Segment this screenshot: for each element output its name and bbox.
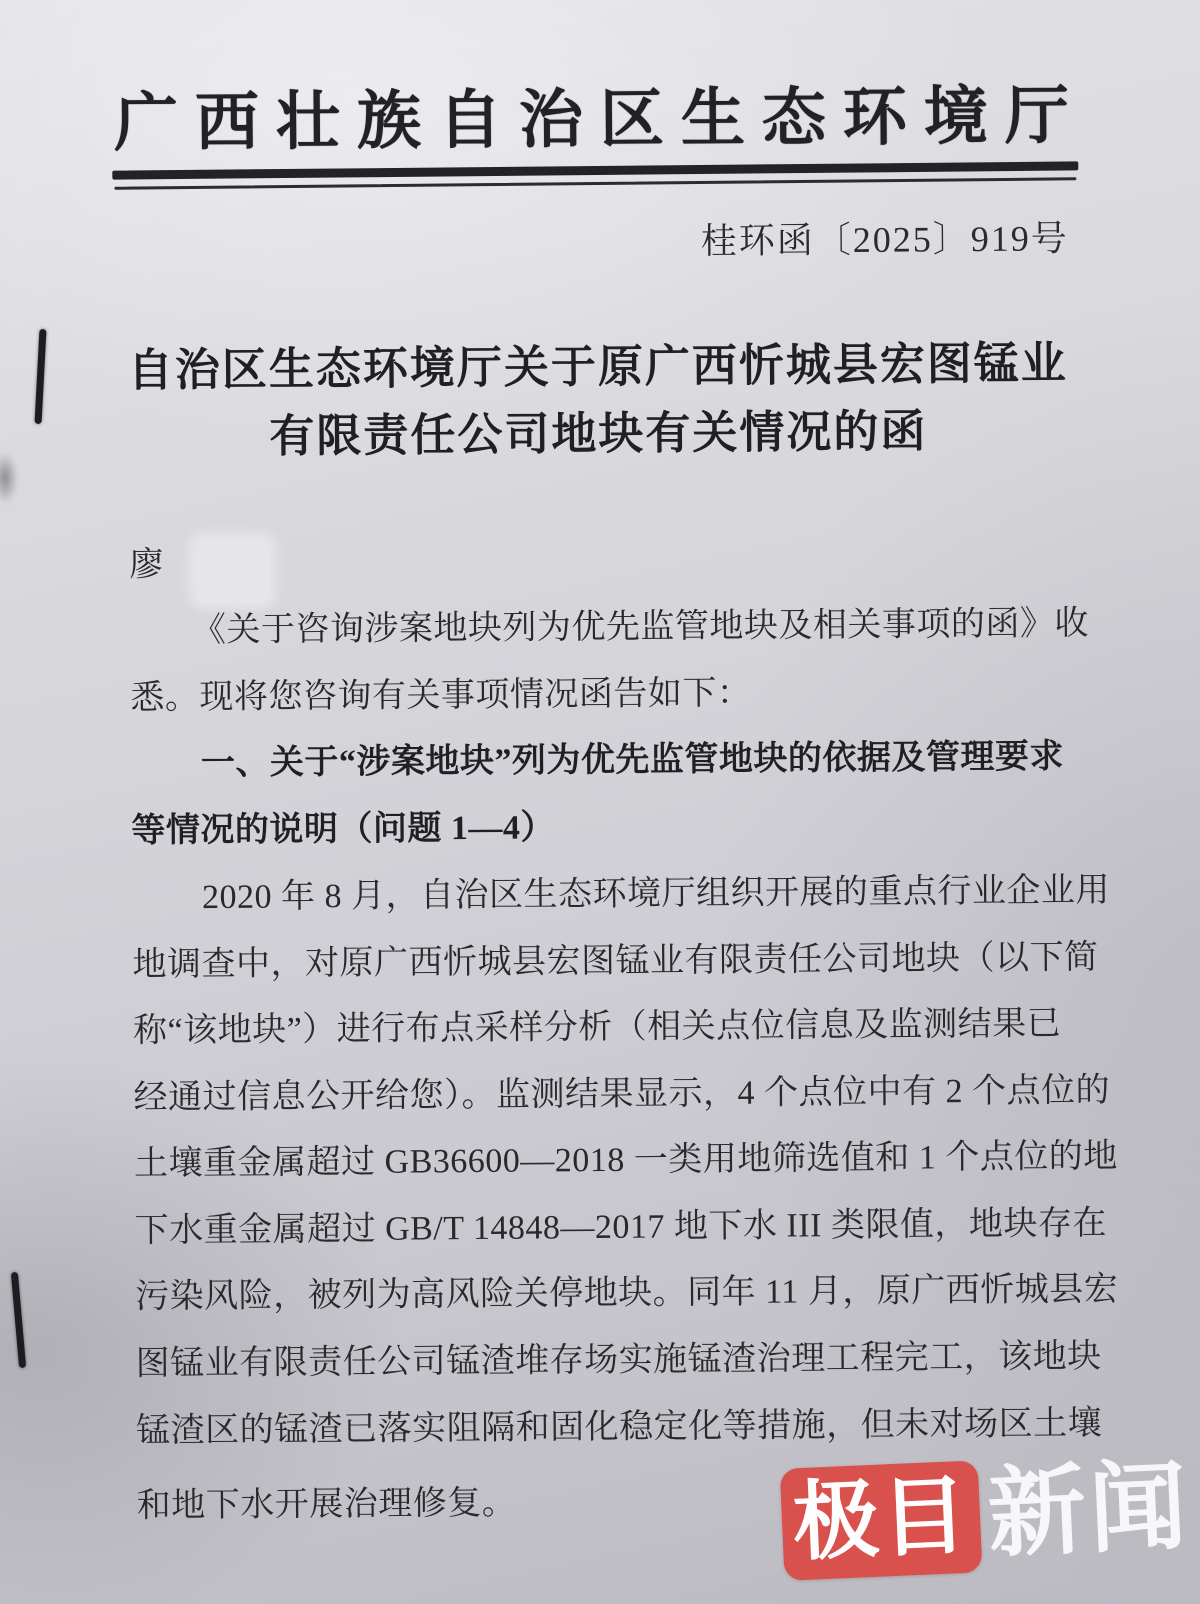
body-line-9: 锰渣区的锰渣已落实阻隔和固化稳定化等措施，但未对场区土壤: [136, 1405, 1103, 1450]
jimu-news-badge: 极目: [780, 1460, 983, 1581]
body-line-5: 土壤重金属超过 GB36600—2018 一类用地筛选值和 1 个点位的地: [133, 1137, 1118, 1183]
redacted-name-blur: [195, 539, 270, 604]
salutation-recipient-surname: 廖: [129, 546, 165, 584]
letterhead-agency-name: 广西壮族自治区生态环境厅: [113, 80, 1087, 159]
body-line-3: 称“该地块”）进行布点采样分析（相关点位信息及监测结果已: [132, 1005, 1062, 1050]
body-line-10: 和地下水开展治理修复。: [136, 1484, 517, 1525]
body-line-7: 污染风险，被列为高风险关停地块。同年 11 月，原广西忻城县宏: [134, 1270, 1119, 1316]
letterhead-rule-thin: [114, 177, 1076, 190]
body-line-6: 下水重金属超过 GB/T 14848—2017 地下水 III 类限值，地块存在: [134, 1205, 1108, 1250]
jimu-news-watermark: [780, 1451, 1193, 1581]
document-title-line1: 自治区生态环境厅关于原广西忻城县宏图锰业: [127, 338, 1069, 396]
body-line-1: 2020 年 8 月，自治区生态环境厅组织开展的重点行业企业用: [201, 872, 1111, 917]
section1-heading-line-1: 一、关于“涉案地块”列为优先监管地块的依据及管理要求: [200, 738, 1065, 783]
body-line-4: 经通过信息公开给您）。监测结果显示，4 个点位中有 2 个点位的: [133, 1072, 1111, 1117]
letterhead-rule-thick: [112, 161, 1078, 179]
body-line-2: 地调查中，对原广西忻城县宏图锰业有限责任公司地块（以下简: [132, 939, 1099, 984]
section1-heading-line-2: 等情况的说明（问题 1—4）: [131, 809, 556, 850]
document-title: [0, 329, 1199, 472]
intro-line-2: 悉。现将您咨询有关事项情况函告如下：: [130, 674, 752, 717]
jimu-news-suffix: 新闻: [985, 1453, 1193, 1570]
document-reference-number: 桂环函〔2025〕919号: [700, 218, 1070, 262]
intro-line-1: 《关于咨询涉案地块列为优先监管地块及相关事项的函》收: [191, 605, 1090, 650]
document-title-line2: 有限责任公司地块有关情况的函: [269, 406, 928, 462]
body-line-8: 图锰业有限责任公司锰渣堆存场实施锰渣治理工程完工，该地块: [135, 1338, 1102, 1383]
